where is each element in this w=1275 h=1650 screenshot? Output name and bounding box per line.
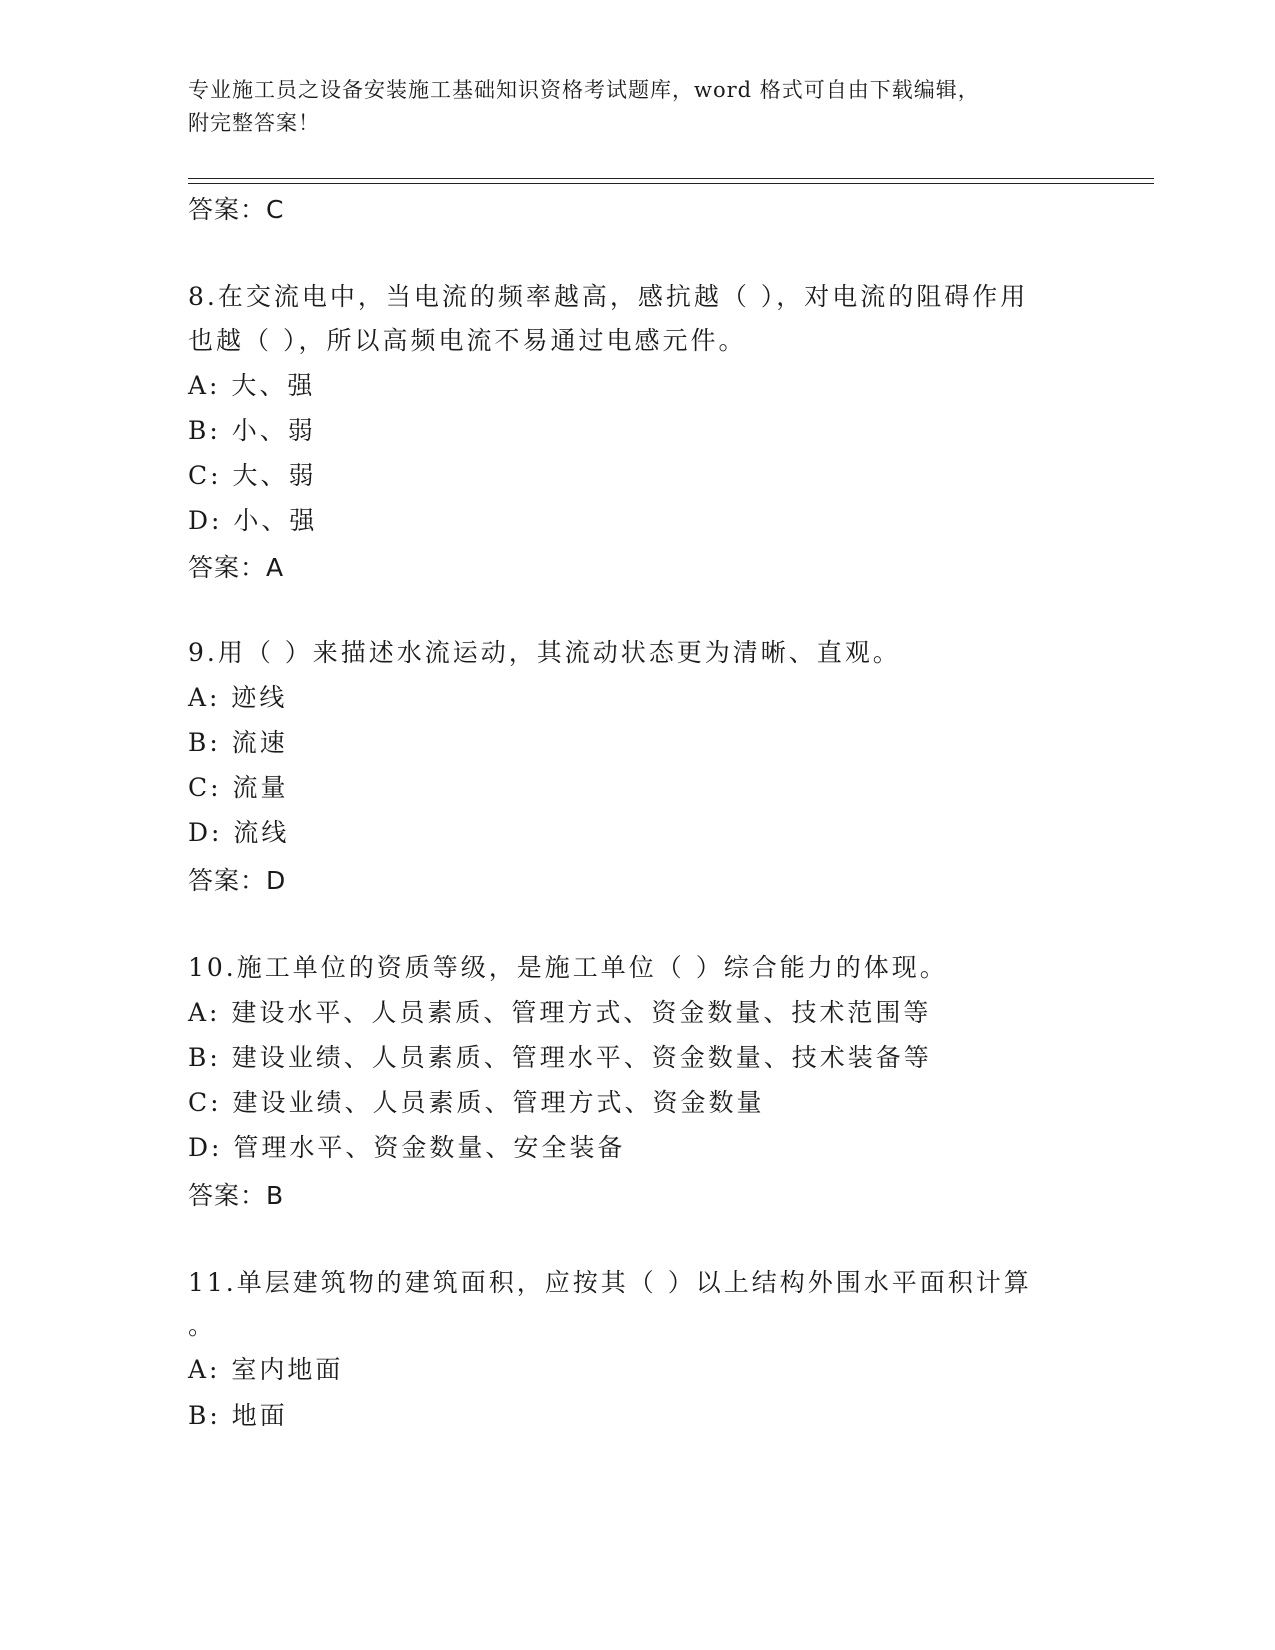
question-8-answer: 答案：A [188, 553, 285, 582]
question-10-option-a: A: 建设水平、人员素质、管理方式、资金数量、技术范围等 [188, 998, 932, 1027]
question-11-stem-line-2: 。 [188, 1311, 217, 1340]
question-10-answer: 答案：B [188, 1181, 285, 1210]
header-line-1: 专业施工员之设备安装施工基础知识资格考试题库，word 格式可自由下载编辑， [188, 78, 980, 102]
header-divider [188, 183, 1154, 184]
question-8-stem-line-2: 也越（ ），所以高频电流不易通过电感元件。 [188, 326, 747, 355]
question-8-option-b: B: 小、弱 [188, 416, 316, 445]
question-10-option-c: C: 建设业绩、人员素质、管理方式、资金数量 [188, 1088, 765, 1117]
header-line-2: 附完整答案！ [188, 111, 320, 135]
question-8-option-c: C: 大、弱 [188, 461, 317, 490]
question-10-option-b: B: 建设业绩、人员素质、管理水平、资金数量、技术装备等 [188, 1043, 932, 1072]
document-header [188, 74, 1088, 140]
question-11-stem-line-1: 11.单层建筑物的建筑面积，应按其（ ）以上结构外围水平面积计算 [188, 1268, 1032, 1297]
question-8-stem-line-1: 8.在交流电中，当电流的频率越高，感抗越（ ），对电流的阻碍作用 [188, 282, 1029, 311]
header-divider [188, 178, 1154, 179]
question-9-answer: 答案：D [188, 866, 287, 895]
question-9-option-a: A: 迹线 [188, 683, 288, 712]
question-9-option-c: C: 流量 [188, 773, 289, 802]
question-11-option-b: B: 地面 [188, 1401, 288, 1430]
question-9-option-d: D: 流线 [188, 818, 290, 847]
question-10-option-d: D: 管理水平、资金数量、安全装备 [188, 1133, 626, 1162]
question-9-option-b: B: 流速 [188, 728, 288, 757]
question-9-stem: 9.用（ ）来描述水流运动，其流动状态更为清晰、直观。 [188, 638, 901, 667]
question-8-option-a: A: 大、强 [188, 371, 316, 400]
question-8-option-d: D: 小、强 [188, 506, 318, 535]
question-10-stem: 10.施工单位的资质等级，是施工单位（ ）综合能力的体现。 [188, 953, 948, 982]
answer-previous: 答案：C [188, 195, 285, 224]
question-11-option-a: A: 室内地面 [188, 1355, 344, 1384]
